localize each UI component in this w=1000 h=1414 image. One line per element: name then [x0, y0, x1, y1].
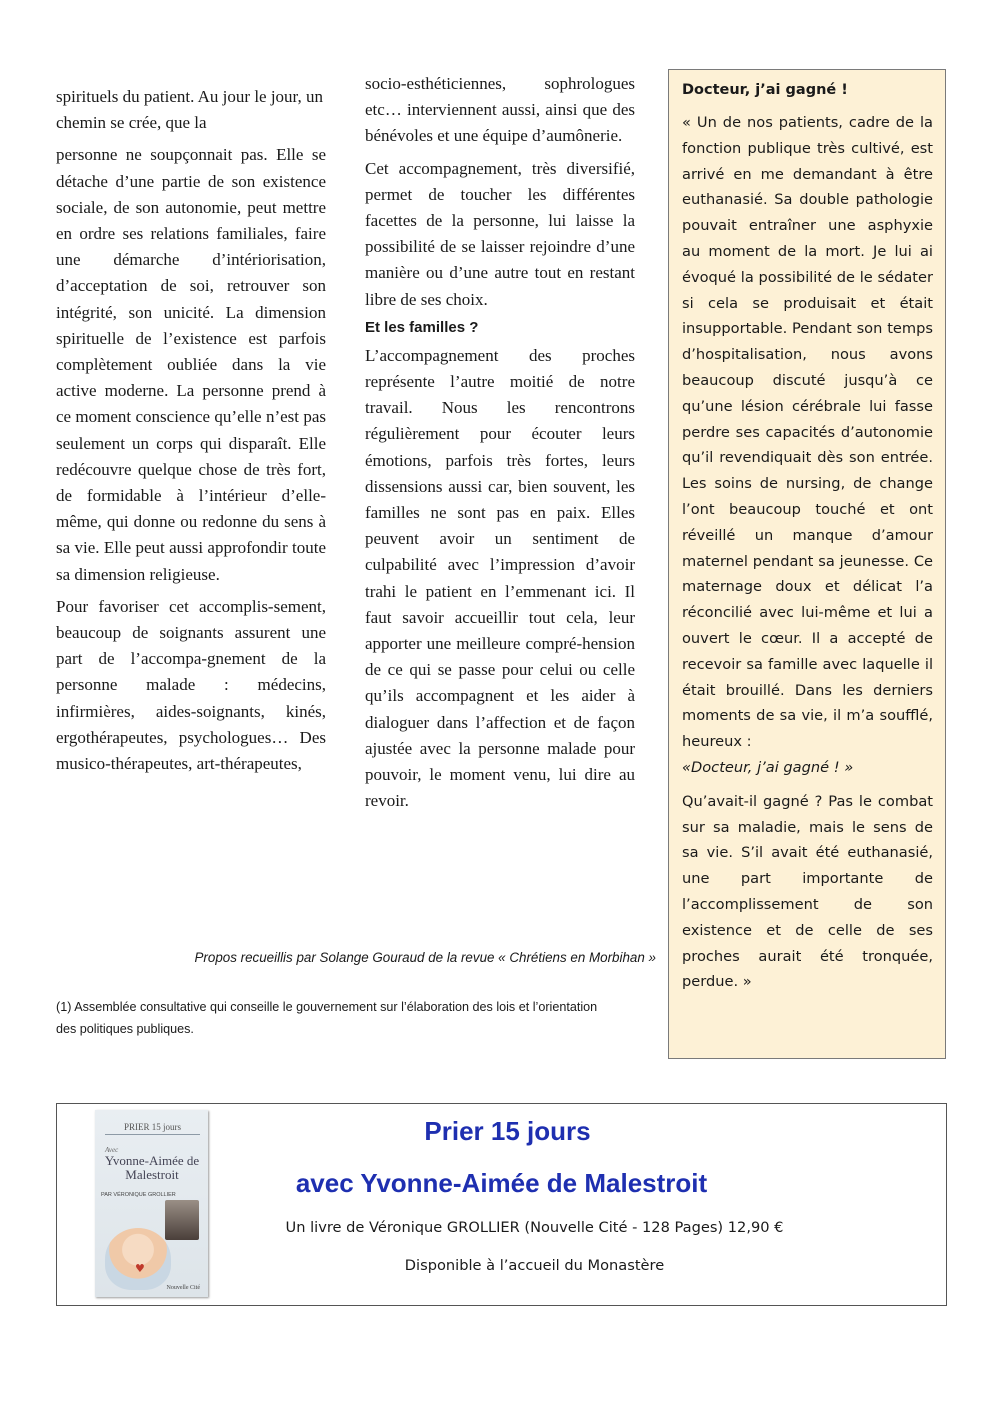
paragraph-personne: personne ne soupçonnait pas. Elle se détache d’une partie de son existence sociale, de son autonomie, peut mettre en ordre ses relations familiales, faire une démarche d’intériorisation, d’acceptation de soi, retrouver son intégrité, son unicité. La dimension spirituelle de l’existence est parfois complètement oubliée dans la vie active moderne. La personne prend à ce moment conscience qu’elle n’est pas seulement un corps qui disparaît. Elle redécouvre quelque chose de très fort, de formidable à l’intérieur d’elle-même, qui donne ou redonne du sens à sa vie. Elle peut aussi approfondir toute sa dimension religieuse.: [56, 145, 326, 584]
book-cover-title: Yvonne-Aimée de Malestroit: [104, 1153, 200, 1182]
book-series-label: PRIER 15 jours: [105, 1122, 200, 1135]
sidebar-title: Docteur, j’ai gagné !: [682, 82, 848, 98]
book-cover-author: PAR VÉRONIQUE GROLLIER: [101, 1192, 176, 1198]
book-avec-label: Avec: [105, 1146, 119, 1154]
promo-title-line-1: Prier 15 jours: [424, 1116, 591, 1146]
interview-credit: Propos recueillis par Solange Gouraud de la revue « Chrétiens en Morbihan »: [194, 950, 656, 965]
sidebar-paragraph-1: [682, 110, 933, 781]
paragraph-accompagnement: Cet accompagnement, très diversifié, permet de toucher les différentes facettes de la personne, lui laisse la possibilité de se laisser rejoindre d’une manière ou d’une autre tout en restant libre de ses choix.: [365, 158, 635, 309]
book-cover-publisher: Nouvelle Cité: [166, 1285, 200, 1291]
sidebar-paragraph-2: Qu’avait-il gagné ? Pas le combat sur sa maladie, mais le sens de sa vie. S’il avait été euthanasié, une part importante de l’accomplissement de son existence et de celle de ses proches aurait été tronquée, perdue. »: [682, 792, 933, 991]
promo-title-line-2: avec Yvonne-Aimée de Malestroit: [295, 1168, 708, 1198]
paragraph-accomplissement: Pour favoriser cet accomplis-sement, beaucoup de soignants assurent une part de l’accompa-gnement de la personne malade : médecins, infirmières, aides-soignants, kinés, ergothérapeutes, psychologues… Des musico-thérapeutes, art-thérapeutes,: [56, 596, 326, 774]
article-column-2: [365, 71, 635, 814]
article-column-1: [56, 84, 326, 777]
footnote: (1) Assemblée consultative qui conseille le gouvernement sur l’élaboration des lois et l’orientation des politiques publiques.: [56, 1000, 598, 1036]
paragraph-continuation: spirituels du patient. Au jour le jour, un chemin se crée, que la: [56, 87, 324, 133]
promo-book-details: Un livre de Véronique GROLLIER (Nouvelle Cité - 128 Pages) 12,90 €: [285, 1219, 784, 1236]
paragraph-proches: L’accompagnement des proches représente l’autre moitié de notre travail. Nous les rencontrons régulièrement pour écouter leurs émotions, parfois très fortes, leurs dissensions aussi car, bien souvent, les familles ne sont pas en paix. Elles peuvent avoir un sentiment de culpabilité avec l’impression d’avoir trahi le patient en l’emmenant ici. Il faut savoir accueillir tout cela, leur apporter une meilleure compré-hension de ce qui se passe pour celui ou celle qu’ils accompagnent et les aider à dialoguer dans l’affection et de façon ajustée avec la personne malade pour pouvoir, le moment venu, lui dire au revoir.: [365, 345, 635, 811]
book-promo-box: [56, 1103, 947, 1306]
heart-icon: ♥: [135, 1262, 145, 1275]
promo-availability: Disponible à l’accueil du Monastère: [404, 1257, 665, 1274]
paragraph-intervenants: socio-esthéticiennes, sophrologues etc… interviennent aussi, ainsi que des bénévoles et une équipe d’aumônerie.: [365, 74, 635, 146]
testimony-sidebar: [668, 69, 946, 1059]
sidebar-quote: «Docteur, j’ai gagné ! »: [682, 758, 854, 776]
section-heading-familles: Et les familles ?: [365, 318, 479, 336]
sidebar-text: « Un de nos patients, cadre de la fonction publique très cultivé, est arrivé en me demandant à être euthanasié. Sa double pathologie pouvait entraîner une asphyxie au moment de la mort. Je lui ai évoqué la possibilité de le sédater si cela se produisait et était insupportable. Pendant son temps d’hospitalisation, nous avons beaucoup discuté jusqu’à ce qu’une lésion cérébrale lui fasse perdre ses capacités d’autonomie qu’il revendiquait dès son entrée. Les soins de nursing, de change l’ont beaucoup touché et ont réveillé un manque d’amour maternel pendant sa jeunesse. Ce maternage doux et délicat l’a réconcilié avec lui-même et lui a ouvert le cœur. Il a accepté de recevoir sa famille avec laquelle il était brouillé. Dans les derniers moments de sa vie, il m’a soufflé, heureux :: [682, 114, 933, 751]
